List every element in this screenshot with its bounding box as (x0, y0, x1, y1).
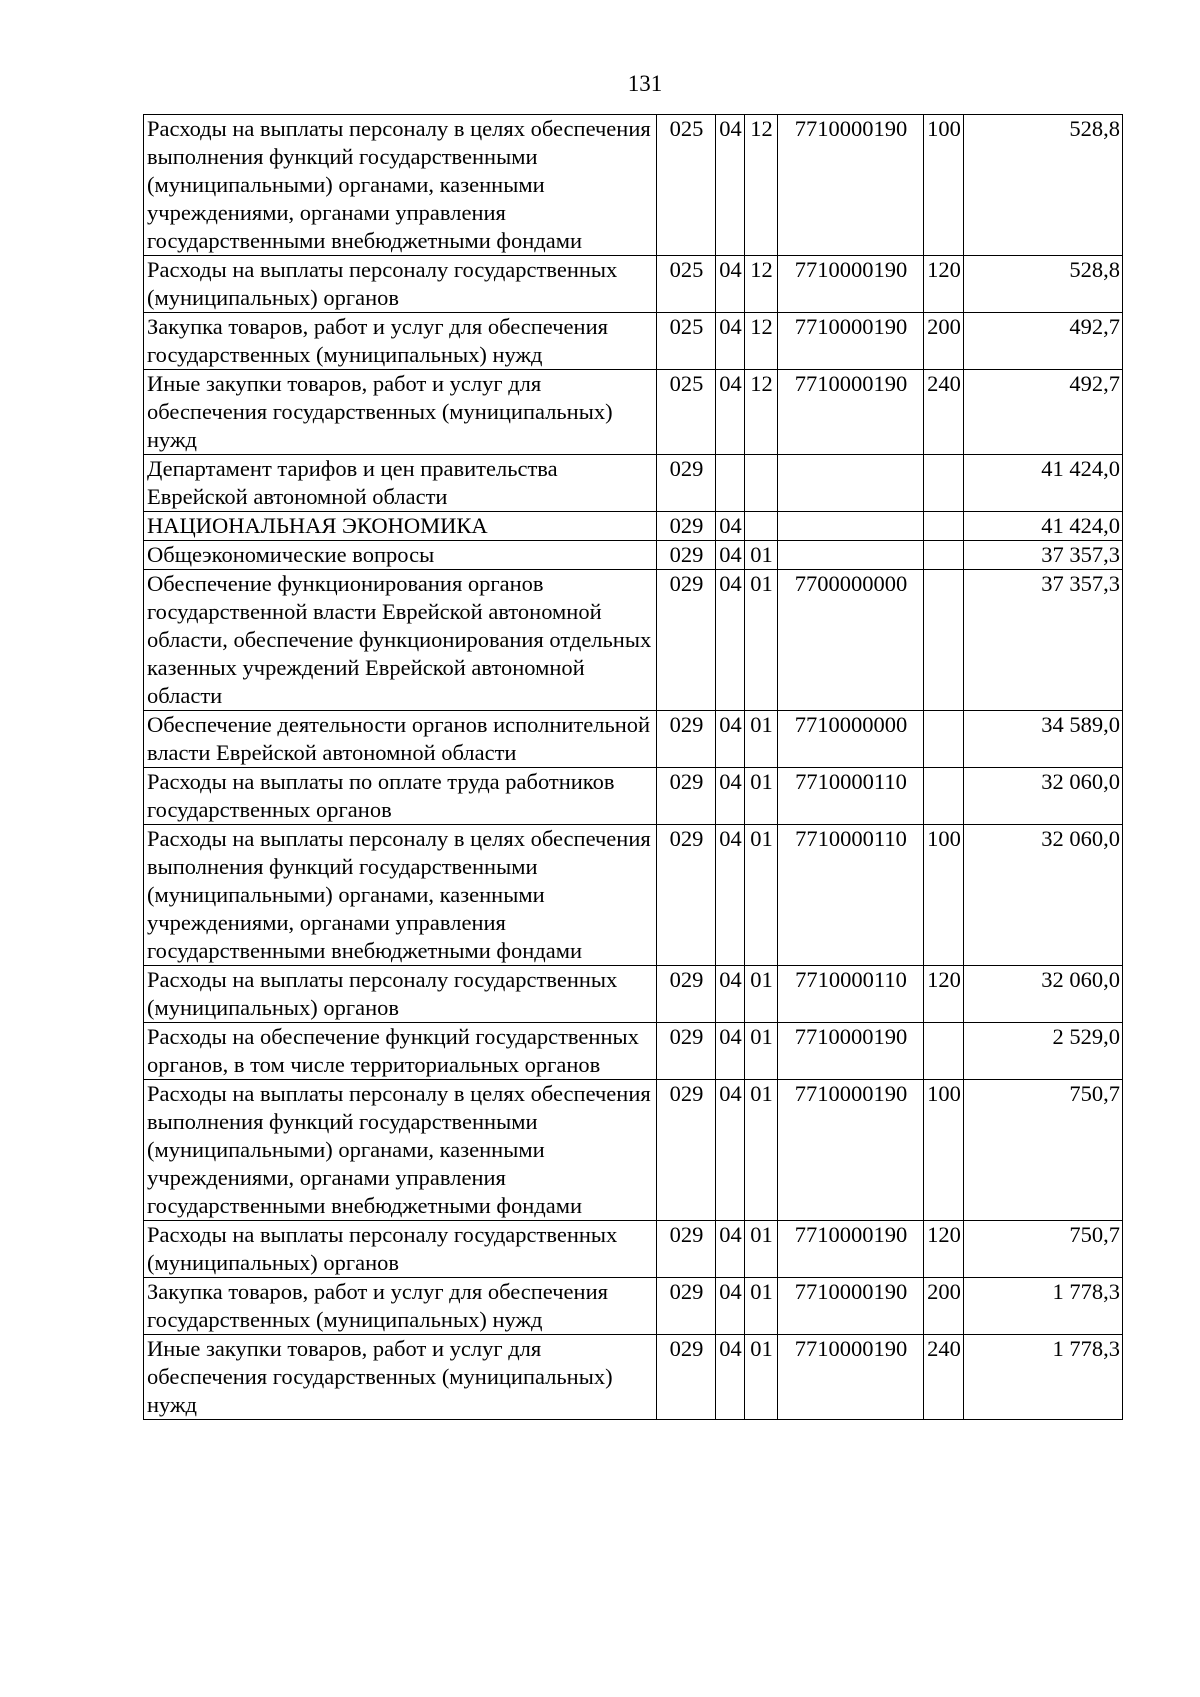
amount-cell: 2 529,0 (964, 1023, 1123, 1080)
section-code-cell (716, 455, 745, 512)
target-item-code-cell: 7710000190 (778, 1221, 924, 1278)
section-code-cell: 04 (716, 313, 745, 370)
amount-cell: 32 060,0 (964, 768, 1123, 825)
amount-cell: 1 778,3 (964, 1278, 1123, 1335)
expense-name-cell: Закупка товаров, работ и услуг для обеспечения государственных (муниципальных) нужд (144, 313, 657, 370)
section-code-cell: 04 (716, 1221, 745, 1278)
admin-code-cell: 029 (657, 1080, 716, 1221)
admin-code-cell: 029 (657, 1335, 716, 1420)
table-row (144, 1023, 1123, 1080)
table-row (144, 711, 1123, 768)
expense-name-cell: Расходы на выплаты персоналу государственных (муниципальных) органов (144, 256, 657, 313)
admin-code-cell: 029 (657, 825, 716, 966)
target-item-code-cell: 7710000190 (778, 256, 924, 313)
admin-code-cell: 029 (657, 1278, 716, 1335)
admin-code-cell: 025 (657, 370, 716, 455)
expense-name-cell: Департамент тарифов и цен правительства Еврейской автономной области (144, 455, 657, 512)
subsection-code-cell (745, 455, 778, 512)
expense-name-cell: Расходы на выплаты персоналу в целях обеспечения выполнения функций государственными (муниципальными) органами, казенными учреждениями, органами управления государственными внебюджетными фондами (144, 1080, 657, 1221)
amount-cell: 750,7 (964, 1221, 1123, 1278)
admin-code-cell: 029 (657, 455, 716, 512)
expense-name-cell: Расходы на выплаты персоналу государственных (муниципальных) органов (144, 966, 657, 1023)
section-code-cell: 04 (716, 370, 745, 455)
expense-type-code-cell: 100 (924, 1080, 964, 1221)
table-row (144, 370, 1123, 455)
subsection-code-cell: 12 (745, 256, 778, 313)
subsection-code-cell: 12 (745, 115, 778, 256)
expense-type-code-cell (924, 541, 964, 570)
table-row (144, 512, 1123, 541)
table-row (144, 825, 1123, 966)
section-code-cell: 04 (716, 1278, 745, 1335)
admin-code-cell: 029 (657, 1023, 716, 1080)
expense-type-code-cell: 240 (924, 1335, 964, 1420)
amount-cell: 34 589,0 (964, 711, 1123, 768)
section-code-cell: 04 (716, 512, 745, 541)
expense-type-code-cell (924, 512, 964, 541)
expense-type-code-cell: 120 (924, 256, 964, 313)
expense-name-cell: Закупка товаров, работ и услуг для обеспечения государственных (муниципальных) нужд (144, 1278, 657, 1335)
expense-name-cell: Иные закупки товаров, работ и услуг для обеспечения государственных (муниципальных) нужд (144, 370, 657, 455)
section-code-cell: 04 (716, 768, 745, 825)
expense-name-cell: Расходы на обеспечение функций государственных органов, в том числе территориальных органов (144, 1023, 657, 1080)
section-code-cell: 04 (716, 570, 745, 711)
expense-type-code-cell (924, 711, 964, 768)
amount-cell: 41 424,0 (964, 512, 1123, 541)
section-code-cell: 04 (716, 711, 745, 768)
admin-code-cell: 025 (657, 115, 716, 256)
expense-type-code-cell (924, 768, 964, 825)
amount-cell: 528,8 (964, 256, 1123, 313)
admin-code-cell: 029 (657, 541, 716, 570)
admin-code-cell: 025 (657, 313, 716, 370)
admin-code-cell: 025 (657, 256, 716, 313)
subsection-code-cell: 12 (745, 370, 778, 455)
amount-cell: 492,7 (964, 313, 1123, 370)
table-row (144, 768, 1123, 825)
expense-name-cell: Обеспечение деятельности органов исполнительной власти Еврейской автономной области (144, 711, 657, 768)
subsection-code-cell: 12 (745, 313, 778, 370)
page-number: 131 (627, 71, 663, 96)
expense-type-code-cell: 100 (924, 115, 964, 256)
amount-cell: 37 357,3 (964, 541, 1123, 570)
table-row (144, 541, 1123, 570)
expense-type-code-cell (924, 570, 964, 711)
section-code-cell: 04 (716, 541, 745, 570)
subsection-code-cell: 01 (745, 1335, 778, 1420)
subsection-code-cell: 01 (745, 966, 778, 1023)
subsection-code-cell: 01 (745, 825, 778, 966)
section-code-cell: 04 (716, 966, 745, 1023)
subsection-code-cell: 01 (745, 768, 778, 825)
target-item-code-cell: 7710000190 (778, 1335, 924, 1420)
admin-code-cell: 029 (657, 1221, 716, 1278)
amount-cell: 750,7 (964, 1080, 1123, 1221)
section-code-cell: 04 (716, 825, 745, 966)
amount-cell: 528,8 (964, 115, 1123, 256)
amount-cell: 1 778,3 (964, 1335, 1123, 1420)
expense-name-cell: Расходы на выплаты персоналу в целях обеспечения выполнения функций государственными (муниципальными) органами, казенными учреждениями, органами управления государственными внебюджетными фондами (144, 115, 657, 256)
amount-cell: 32 060,0 (964, 966, 1123, 1023)
subsection-code-cell: 01 (745, 1278, 778, 1335)
expense-type-code-cell: 100 (924, 825, 964, 966)
expense-type-code-cell: 240 (924, 370, 964, 455)
section-code-cell: 04 (716, 1023, 745, 1080)
table-row (144, 1335, 1123, 1420)
section-code-cell: 04 (716, 1080, 745, 1221)
subsection-code-cell (745, 512, 778, 541)
target-item-code-cell: 7710000190 (778, 1023, 924, 1080)
section-code-cell: 04 (716, 115, 745, 256)
table-row (144, 313, 1123, 370)
table-row (144, 1278, 1123, 1335)
table-row (144, 1221, 1123, 1278)
budget-table (143, 114, 1123, 1420)
table-row (144, 455, 1123, 512)
amount-cell: 32 060,0 (964, 825, 1123, 966)
expense-name-cell: НАЦИОНАЛЬНАЯ ЭКОНОМИКА (144, 512, 657, 541)
expense-type-code-cell (924, 455, 964, 512)
subsection-code-cell: 01 (745, 711, 778, 768)
expense-name-cell: Расходы на выплаты персоналу государственных (муниципальных) органов (144, 1221, 657, 1278)
amount-cell: 41 424,0 (964, 455, 1123, 512)
amount-cell: 37 357,3 (964, 570, 1123, 711)
admin-code-cell: 029 (657, 512, 716, 541)
subsection-code-cell: 01 (745, 570, 778, 711)
admin-code-cell: 029 (657, 570, 716, 711)
target-item-code-cell (778, 512, 924, 541)
subsection-code-cell: 01 (745, 541, 778, 570)
expense-name-cell: Расходы на выплаты персоналу в целях обеспечения выполнения функций государственными (муниципальными) органами, казенными учреждениями, органами управления государственными внебюджетными фондами (144, 825, 657, 966)
table-row (144, 115, 1123, 256)
table-row (144, 1080, 1123, 1221)
target-item-code-cell: 7710000110 (778, 966, 924, 1023)
target-item-code-cell: 7710000190 (778, 370, 924, 455)
expense-name-cell: Обеспечение функционирования органов государственной власти Еврейской автономной области, обеспечение функционирования отдельных казенных учреждений Еврейской автономной области (144, 570, 657, 711)
subsection-code-cell: 01 (745, 1221, 778, 1278)
target-item-code-cell (778, 455, 924, 512)
target-item-code-cell: 7710000190 (778, 115, 924, 256)
expense-type-code-cell (924, 1023, 964, 1080)
section-code-cell: 04 (716, 1335, 745, 1420)
target-item-code-cell: 7700000000 (778, 570, 924, 711)
table-row (144, 570, 1123, 711)
target-item-code-cell: 7710000190 (778, 1278, 924, 1335)
expense-type-code-cell: 120 (924, 1221, 964, 1278)
subsection-code-cell: 01 (745, 1080, 778, 1221)
target-item-code-cell: 7710000110 (778, 825, 924, 966)
section-code-cell: 04 (716, 256, 745, 313)
expense-type-code-cell: 200 (924, 313, 964, 370)
amount-cell: 492,7 (964, 370, 1123, 455)
target-item-code-cell: 7710000110 (778, 768, 924, 825)
target-item-code-cell: 7710000190 (778, 313, 924, 370)
expense-type-code-cell: 200 (924, 1278, 964, 1335)
expense-type-code-cell: 120 (924, 966, 964, 1023)
expense-name-cell: Общеэкономические вопросы (144, 541, 657, 570)
expense-name-cell: Иные закупки товаров, работ и услуг для обеспечения государственных (муниципальных) нужд (144, 1335, 657, 1420)
expense-name-cell: Расходы на выплаты по оплате труда работников государственных органов (144, 768, 657, 825)
table-row (144, 256, 1123, 313)
target-item-code-cell: 7710000000 (778, 711, 924, 768)
subsection-code-cell: 01 (745, 1023, 778, 1080)
budget-table-body (144, 115, 1123, 1420)
admin-code-cell: 029 (657, 966, 716, 1023)
admin-code-cell: 029 (657, 711, 716, 768)
table-row (144, 966, 1123, 1023)
target-item-code-cell: 7710000190 (778, 1080, 924, 1221)
target-item-code-cell (778, 541, 924, 570)
admin-code-cell: 029 (657, 768, 716, 825)
